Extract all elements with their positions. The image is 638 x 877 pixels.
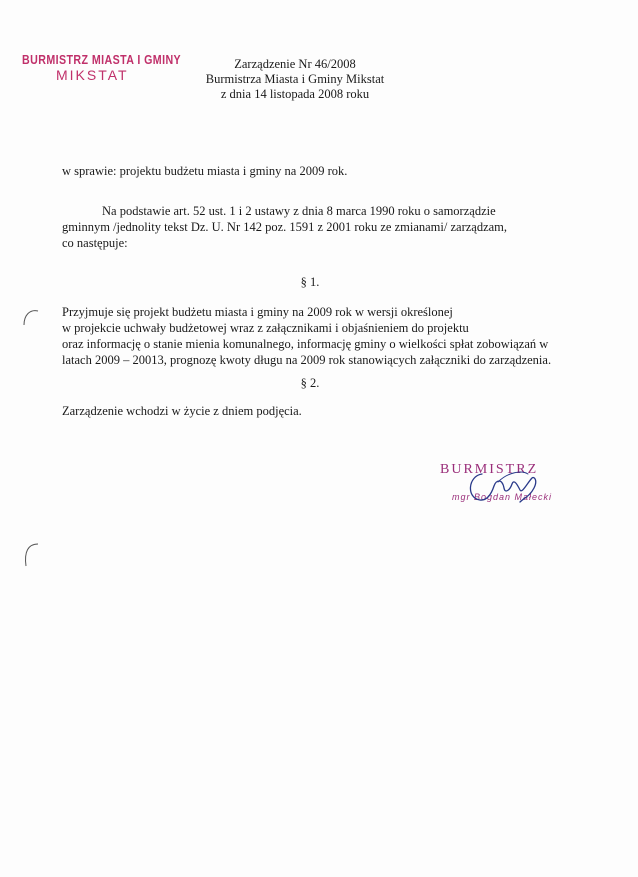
punch-hole-mark-top [18,305,42,329]
section-1-line-3: oraz informację o stanie mienia komunalnego, informację gminy o wielkości spłat zobowiązań w [62,337,549,351]
stamp-line-2: MIKSTAT [56,67,129,83]
signature-stamp-name: mgr Bogdan Małecki [452,492,553,502]
subject-line: w sprawie: projektu budżetu miasta i gminy na 2009 rok. [62,164,348,178]
section-1-line-4: latach 2009 – 20013, prognozę kwoty długu na 2009 rok stanowiących załączniki do zarządzenia. [62,353,552,367]
handwritten-signature [458,468,548,508]
heading-line-1: Zarządzenie Nr 46/2008 [234,57,356,71]
section-1-line-1: Przyjmuje się projekt budżetu miasta i gminy na 2009 rok w wersji określonej [62,305,453,319]
basis-line-1: Na podstawie art. 52 ust. 1 i 2 ustawy z dnia 8 marca 1990 roku o samorządzie [102,204,496,218]
office-stamp [22,52,182,83]
section-2-line-1: Zarządzenie wchodzi w życie z dniem podjęcia. [62,404,302,418]
stamp-line-1: BURMISTRZ MIASTA I GMINY [22,52,182,67]
section-1-line-2: w projekcie uchwały budżetowej wraz z załącznikami i objaśnieniem do projektu [62,321,469,335]
section-2-label: § 2. [300,376,320,390]
document-heading [190,57,400,102]
section-1-label: § 1. [300,275,320,289]
heading-line-3: z dnia 14 listopada 2008 roku [220,87,370,101]
signature-stamp-title: BURMISTRZ [440,462,539,477]
punch-hole-mark-bottom [18,540,42,570]
basis-line-3: co następuje: [62,236,128,250]
heading-line-2: Burmistrza Miasta i Gminy Mikstat [205,72,385,86]
basis-line-2: gminnym /jednolity tekst Dz. U. Nr 142 poz. 1591 z 2001 roku ze zmianami/ zarządzam, [62,220,508,234]
